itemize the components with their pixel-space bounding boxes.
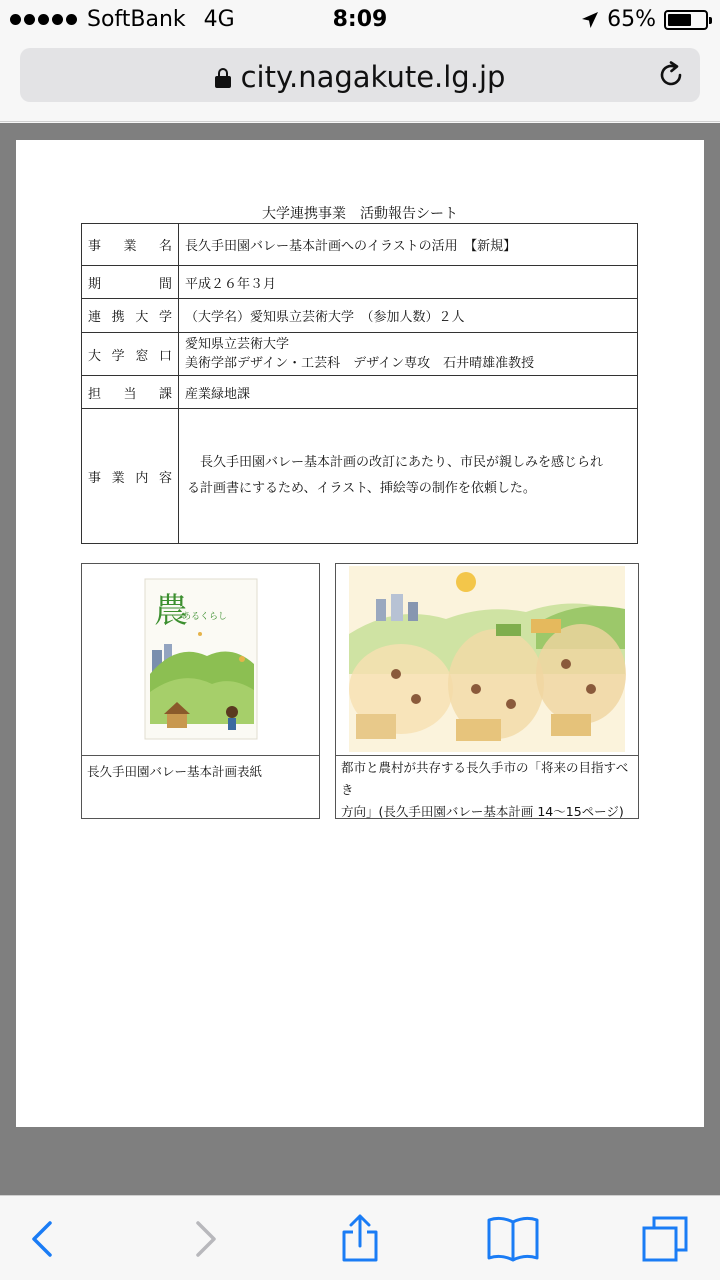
label-char: 事 [88, 470, 102, 486]
network-type: 4G [203, 7, 235, 32]
value-line: 美術学部デザイン・工芸科 デザイン専攻 石井晴雄准教授 [185, 356, 535, 371]
battery-percent: 65% [607, 7, 656, 32]
label-char: 事 [88, 239, 102, 254]
table-row [82, 266, 638, 299]
row-value: （大学名）愛知県立芸術大学 （参加人数）２人 [179, 299, 638, 333]
label-char: 携 [111, 310, 125, 325]
url-text: city.nagakute.lg.jp [240, 60, 506, 94]
battery-icon [664, 10, 708, 30]
figure-caption [341, 757, 638, 823]
row-value: 長久手田園バレー基本計画へのイラストの活用 【新規】 [179, 224, 638, 266]
label-char: 口 [158, 348, 172, 364]
url-display[interactable] [20, 60, 700, 94]
caption-line: 都市と農村が共存する長久手市の「将来の目指すべき [341, 760, 629, 797]
address-bar[interactable] [20, 48, 700, 102]
share-icon[interactable] [335, 1214, 385, 1264]
figure-spread [335, 563, 639, 819]
status-bar [0, 0, 720, 40]
row-label-text [88, 383, 172, 402]
spread-illustration [336, 564, 638, 754]
label-char: 学 [111, 348, 125, 364]
row-label [82, 266, 179, 299]
browser-address-area [0, 40, 720, 122]
row-value: 平成２６年３月 [179, 266, 638, 299]
row-value [179, 409, 638, 544]
table-row [82, 299, 638, 333]
label-char: 名 [158, 239, 172, 254]
info-table [81, 223, 638, 544]
cover-illustration [82, 564, 319, 754]
row-label-text [88, 306, 172, 325]
value-line: る計画書にするため、イラスト、挿絵等の制作を依頼した。 [187, 481, 536, 496]
chevron-right-icon[interactable] [178, 1214, 228, 1264]
cover-image [82, 564, 319, 756]
browser-toolbar [0, 1195, 720, 1280]
label-char: 内 [135, 470, 149, 486]
label-char: 課 [158, 386, 172, 402]
row-label [82, 299, 179, 333]
row-label [82, 224, 179, 266]
table-row [82, 376, 638, 409]
book-icon[interactable] [485, 1214, 541, 1264]
tabs-icon[interactable] [640, 1214, 690, 1264]
label-char: 期 [88, 276, 102, 292]
row-label-text [88, 345, 172, 364]
label-char: 業 [123, 239, 137, 254]
battery-level [668, 14, 691, 26]
label-char: 担 [88, 386, 102, 402]
row-value [179, 333, 638, 376]
table-row [82, 333, 638, 376]
lock-icon [215, 68, 231, 88]
pdf-viewer[interactable] [0, 123, 720, 1195]
document-page[interactable] [16, 140, 704, 1127]
cover-subtitle: あるくらし [182, 612, 228, 622]
row-label-text [88, 235, 172, 254]
label-char: 窓 [135, 348, 149, 364]
clock: 8:09 [332, 7, 388, 32]
table-row [82, 409, 638, 544]
location-arrow-icon [581, 11, 599, 29]
value-line: 愛知県立芸術大学 [185, 337, 290, 352]
label-char: 大 [135, 310, 149, 325]
cover-kanji: 農 [154, 591, 188, 631]
chevron-left-icon[interactable] [20, 1214, 70, 1264]
row-label-text [88, 273, 172, 292]
value-line: 長久手田園バレー基本計画の改訂にあたり、市民が親しみを感じられ [187, 455, 604, 470]
spread-image [336, 564, 638, 756]
label-char: 当 [123, 386, 137, 402]
label-char: 連 [88, 310, 102, 325]
row-label [82, 409, 179, 544]
figure-cover [81, 563, 320, 819]
table-row [82, 224, 638, 266]
label-char: 容 [158, 470, 172, 486]
figure-caption: 長久手田園バレー基本計画表紙 [87, 764, 263, 779]
label-char: 学 [158, 310, 172, 325]
row-label [82, 333, 179, 376]
document-title: 大学連携事業 活動報告シート [262, 206, 458, 222]
row-label [82, 376, 179, 409]
row-label-text [88, 467, 172, 486]
label-char: 大 [88, 348, 102, 364]
caption-line: 方向」(長久手田園バレー基本計画 14～15ページ) [341, 804, 624, 819]
reload-icon[interactable] [656, 60, 686, 90]
carrier-name: SoftBank [87, 7, 186, 32]
label-char: 間 [158, 276, 172, 292]
label-char: 業 [111, 470, 125, 486]
row-value: 産業緑地課 [179, 376, 638, 409]
status-right [581, 7, 708, 32]
